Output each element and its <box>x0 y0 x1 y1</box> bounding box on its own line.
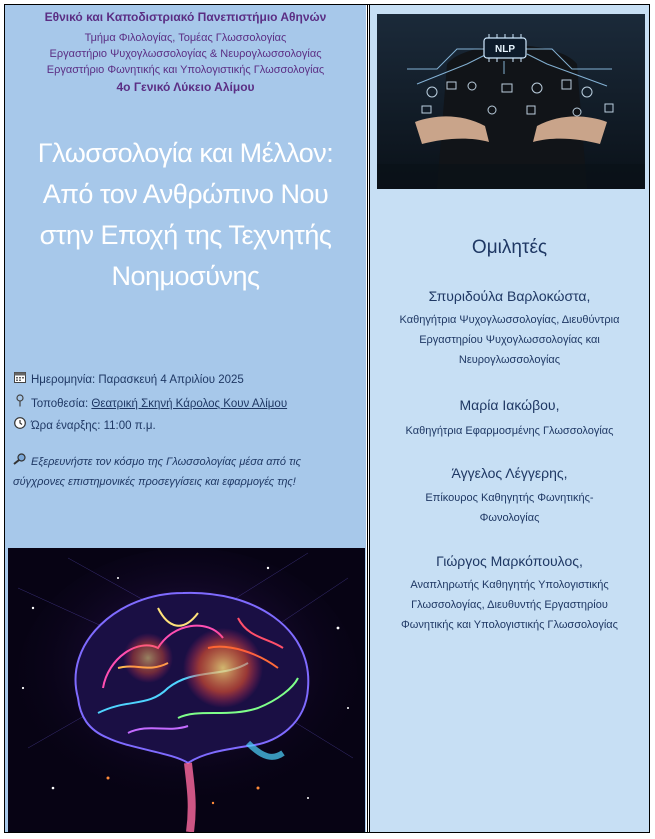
speaker-name: Άγγελος Λέγγερης, <box>451 465 568 481</box>
date-label: Ημερομηνία: <box>31 374 96 386</box>
lab-psycholinguistics: Εργαστήριο Ψυχογλωσσολογίας & Νευρογλωσσολογίας <box>49 48 322 60</box>
speaker-role: Επίκουρος Καθηγητής Φωνητικής- Φωνολογίας <box>425 492 594 524</box>
speaker-role: Καθηγήτρια Ψυχογλωσσολογίας, Διευθύντρια Εργαστηρίου Ψυχογλωσσολογίας και Νευρογλωσσολογίας <box>399 314 620 366</box>
time-value: 11:00 π.μ. <box>103 420 156 432</box>
department-name: Τμήμα Φιλολογίας, Τομέας Γλωσσολογίας <box>84 32 287 44</box>
tagline <box>13 452 358 492</box>
tagline-line: σύγχρονες επιστημονικές προσεγγίσεις και εφαρμογές της! <box>13 476 296 488</box>
title-line: Γλωσσολογία και Μέλλον: <box>37 138 334 168</box>
title-line: στην Εποχή της Τεχνητής <box>39 220 332 250</box>
calendar-icon <box>13 371 27 386</box>
nlp-illustration <box>377 14 645 189</box>
brain-illustration <box>8 548 365 832</box>
speaker-name: Γιώργος Μαρκόπουλος, <box>436 553 583 569</box>
speaker-name: Μαρία Ιακώβου, <box>459 397 560 413</box>
event-title <box>5 133 366 297</box>
speakers-heading: Ομιλητές <box>471 237 548 258</box>
tagline-line: Εξερευνήστε τον κόσμο της Γλωσσολογίας μέσα από τις <box>13 452 358 472</box>
speaker-role: Καθηγήτρια Εφαρμοσμένης Γλωσσολογίας <box>405 425 614 437</box>
location-row <box>13 394 287 410</box>
speaker-role: Αναπληρωτής Καθηγητής Υπολογιστικής Γλωσσολογίας, Διευθυντής Εργαστηρίου Φωνητικής και Υπολογιστικής Γλωσσολογίας <box>401 579 618 631</box>
date-value: Παρασκευή 4 Απριλίου 2025 <box>98 374 244 386</box>
location-pin-icon <box>13 394 27 410</box>
clock-icon <box>13 417 27 432</box>
school-name: 4ο Γενικό Λύκειο Αλίμου <box>116 80 255 94</box>
magnifier-icon <box>13 452 27 472</box>
location-label: Τοποθεσία: <box>31 398 89 410</box>
lab-phonetics: Εργαστήριο Φωνητικής και Υπολογιστικής Γλωσσολογίας <box>46 64 325 76</box>
speaker-name: Σπυριδούλα Βαρλοκώστα, <box>428 288 591 304</box>
university-name: Εθνικό και Καποδιστριακό Πανεπιστήμιο Αθηνών <box>44 10 327 24</box>
time-label: Ώρα έναρξης: <box>31 420 101 432</box>
time-row <box>13 417 156 432</box>
nlp-chip-label: NLP <box>495 44 515 55</box>
title-line: Νοημοσύνης <box>111 261 260 291</box>
title-line: Από τον Ανθρώπινο Νου <box>42 179 329 209</box>
location-link[interactable]: Θεατρική Σκηνή Κάρολος Κουν Αλίμου <box>91 398 288 410</box>
date-row <box>13 371 244 386</box>
